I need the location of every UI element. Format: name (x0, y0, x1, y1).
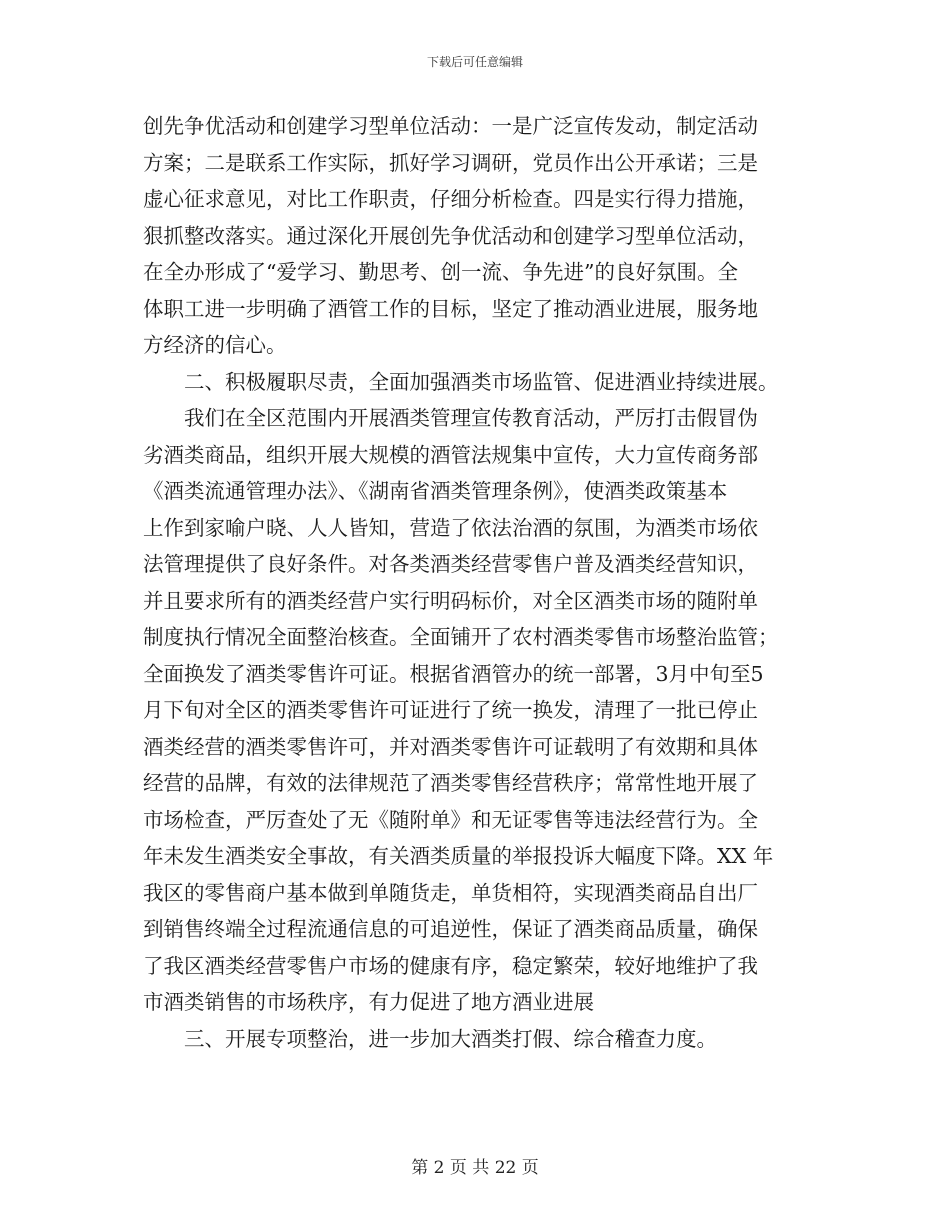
text-line: 并且要求所有的酒类经营户实行明码标价，对全区酒类市场的随附单 (143, 588, 758, 613)
text-line: 狠抓整改落实。通过深化开展创先争优活动和创建学习型单位活动， (143, 223, 758, 248)
text-line: 二、积极履职尽责，全面加强酒类市场监管、促进酒业持续进展。 (184, 369, 779, 394)
page-header: 下载后可任意编辑 (426, 55, 523, 69)
text-line: 《酒类流通管理办法》、《湖南省酒类管理条例》，使酒类政策基本 (143, 479, 728, 503)
text-line: 劣酒类商品，组织开展大规模的酒管法规集中宣传，大力宣传商务部 (143, 442, 758, 467)
text-line: 到销售终端全过程流通信息的可追逆性，保证了酒类商品质量，确保 (143, 917, 758, 941)
text-line: 方案；二是联系工作实际，抓好学习调研，党员作出公开承诺；三是 (143, 150, 758, 175)
text-line: 年未发生酒类安全事故，有关酒类质量的举报投诉大幅度下降。XX 年 (143, 844, 774, 868)
text-line: 了我区酒类经营零售户市场的健康有序，稳定繁荣，较好地维护了我 (143, 953, 758, 978)
text-line: 上作到家喻户晓、人人皆知，营造了依法治酒的氛围，为酒类市场依 (143, 515, 758, 540)
text-line: 虚心征求意见，对比工作职责，仔细分析检查。四是实行得力措施， (143, 187, 758, 211)
page-footer: 第 2 页 共 22 页 (411, 1158, 539, 1178)
text-line: 月下旬对全区的酒类零售许可证进行了统一换发，清理了一批已停止 (143, 698, 758, 722)
text-line: 创先争优活动和创建学习型单位活动：一是广泛宣传发动，制定活动 (143, 114, 758, 138)
text-line: 全面换发了酒类零售许可证。根据省酒管办的统一部署，3月中旬至5 (143, 661, 764, 686)
text-line: 在全办形成了“爱学习、勤思考、创一流、争先进”的良好氛围。全 (143, 260, 738, 284)
text-line: 三、开展专项整治，进一步加大酒类打假、综合稽查力度。 (184, 1026, 717, 1051)
document-body (143, 108, 803, 1057)
text-line: 酒类经营的酒类零售许可，并对酒类零售许可证载明了有效期和具体 (143, 734, 758, 759)
text-line: 经营的品牌，有效的法律规范了酒类零售经营秩序；常常性地开展了 (143, 771, 758, 795)
text-line: 体职工进一步明确了酒管工作的目标，坚定了推动酒业进展，服务地 (143, 296, 758, 321)
text-line: 我区的零售商户基本做到单随货走，单货相符，实现酒类商品自出厂 (143, 880, 758, 905)
text-line: 方经济的信心。 (143, 333, 287, 357)
text-line: 市酒类销售的市场秩序，有力促进了地方酒业进展 (143, 990, 594, 1014)
text-line: 制度执行情况全面整治核查。全面铺开了农村酒类零售市场整治监管； (143, 625, 779, 649)
text-line: 市场检查，严厉查处了无《随附单》和无证零售等违法经营行为。全 (143, 807, 758, 832)
text-line: 我们在全区范围内开展酒类管理宣传教育活动，严厉打击假冒伪 (184, 406, 758, 430)
text-line: 法管理提供了良好条件。对各类酒类经营零售户普及酒类经营知识， (143, 552, 758, 576)
